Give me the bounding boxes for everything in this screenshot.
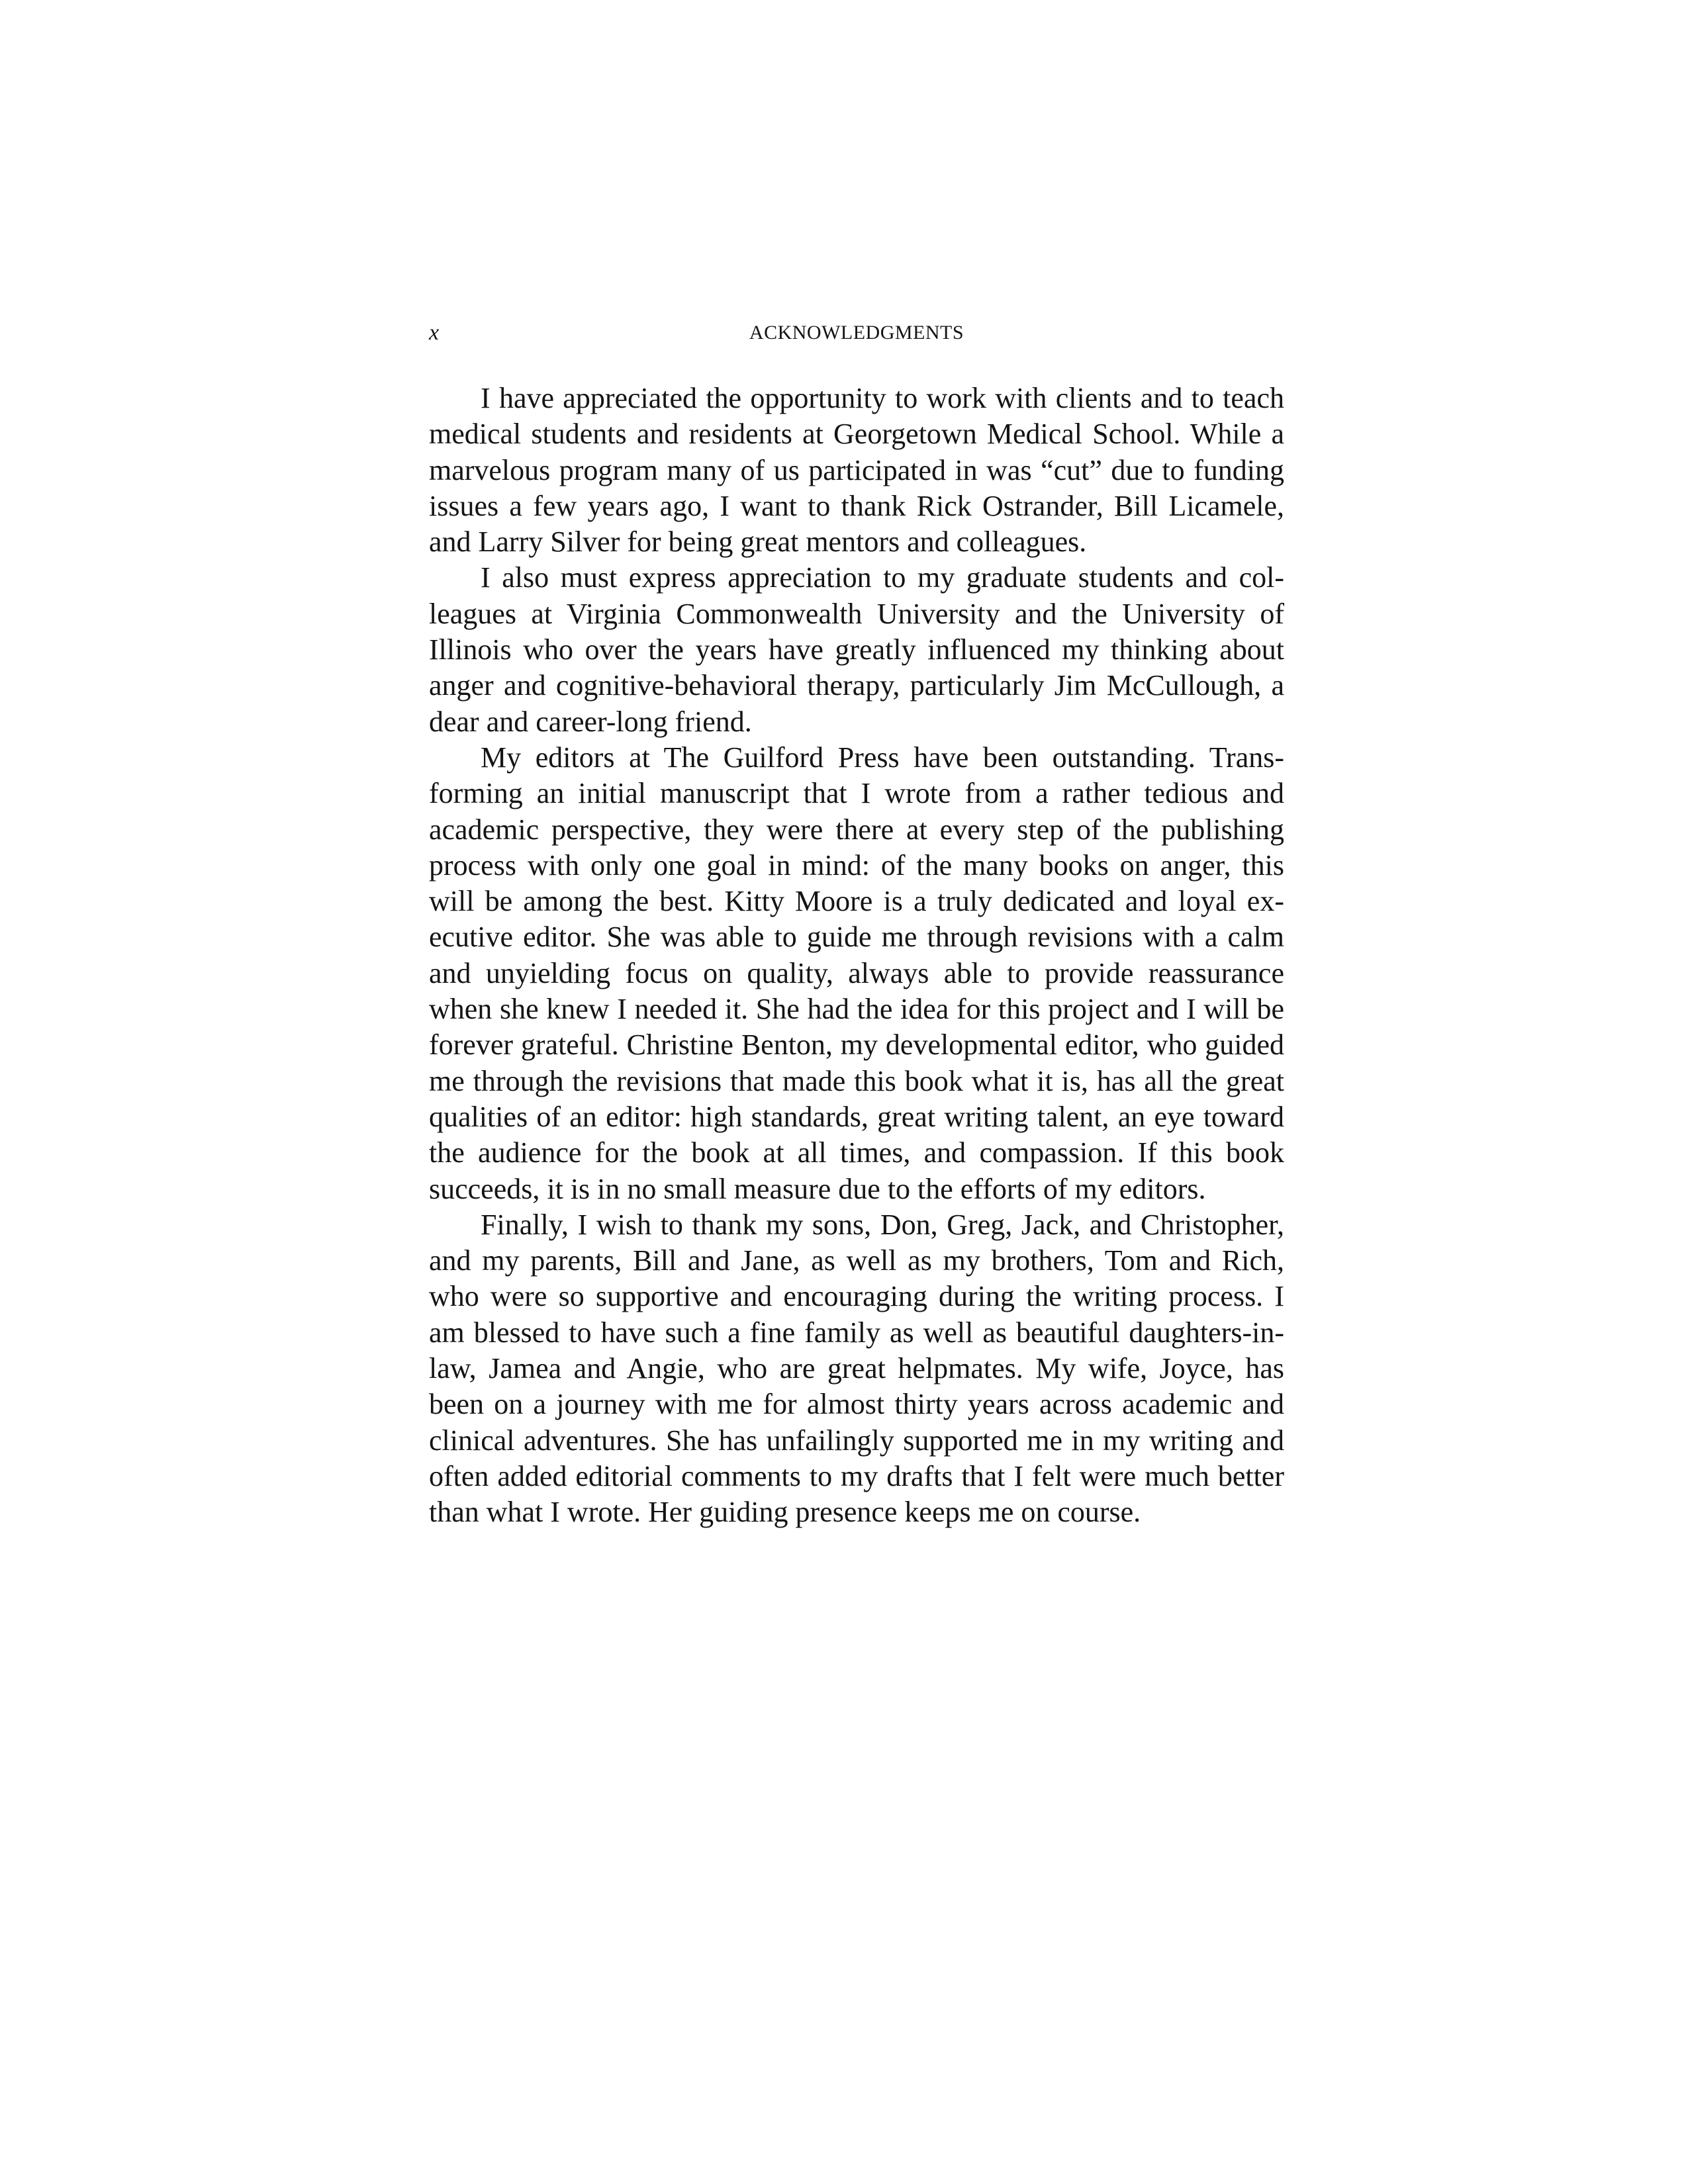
body-text bbox=[429, 381, 1284, 1531]
chapter-title: ACKNOWLEDGMENTS bbox=[749, 322, 964, 343]
paragraph-editors: My editors at The Guilford Press have been outstanding. Transforming an initial manuscript that I wrote from a rather tedious and academic perspective, they were there at every step of the publishing process with only one goal in mind: of the many books on anger, this will be among the best. Kitty Moore is a truly dedicated and loyal executive editor. She was able to guide me through revisions with a calm and unyielding focus on quality, always able to provide reassurance when she knew I needed it. She had the idea for this project and I will be forever grateful. Christine Benton, my developmental editor, who guided me through the revisions that made this book what it is, has all the great qualities of an editor: high standards, great writing talent, an eye toward the audience for the book at all times, and compassion. If this book succeeds, it is in no small measure due to the efforts of my editors. bbox=[429, 741, 1284, 1205]
running-head bbox=[429, 316, 1284, 349]
paragraph-georgetown: I have appreciated the opportunity to work with clients and to teach medical students and residents at Georgetown Medical School. While a marvelous program many of us participated in was “cut” due to funding issues a few years ago, I want to thank Rick Ostrander, Bill Licamele, and Larry Silver for being great mentors and colleagues. bbox=[429, 382, 1284, 559]
paragraph-family: Finally, I wish to thank my sons, Don, Greg, Jack, and Christopher, and my parents, Bill and Jane, as well as my brothers, Tom and Rich, who were so supportive and encouraging during the writing process. I am blessed to have such a fine family as well as beautiful daughters-in-law, Jamea and Angie, who are great helpmates. My wife, Joyce, has been on a journey with me for almost thirty years across academic and clinical adventures. She has unfailingly supported me in my writing and often added editorial comments to my drafts that I felt were much better than what I wrote. Her guiding presence keeps me on course. bbox=[429, 1208, 1284, 1529]
paragraph-graduate-students: I also must express appreciation to my graduate students and colleagues at Virginia Commonwealth University and the University of Illinois who over the years have greatly influenced my thinking about anger and cognitive-behavioral therapy, particularly Jim McCullough, a dear and career-long friend. bbox=[429, 561, 1284, 738]
page-number: x bbox=[429, 320, 440, 345]
